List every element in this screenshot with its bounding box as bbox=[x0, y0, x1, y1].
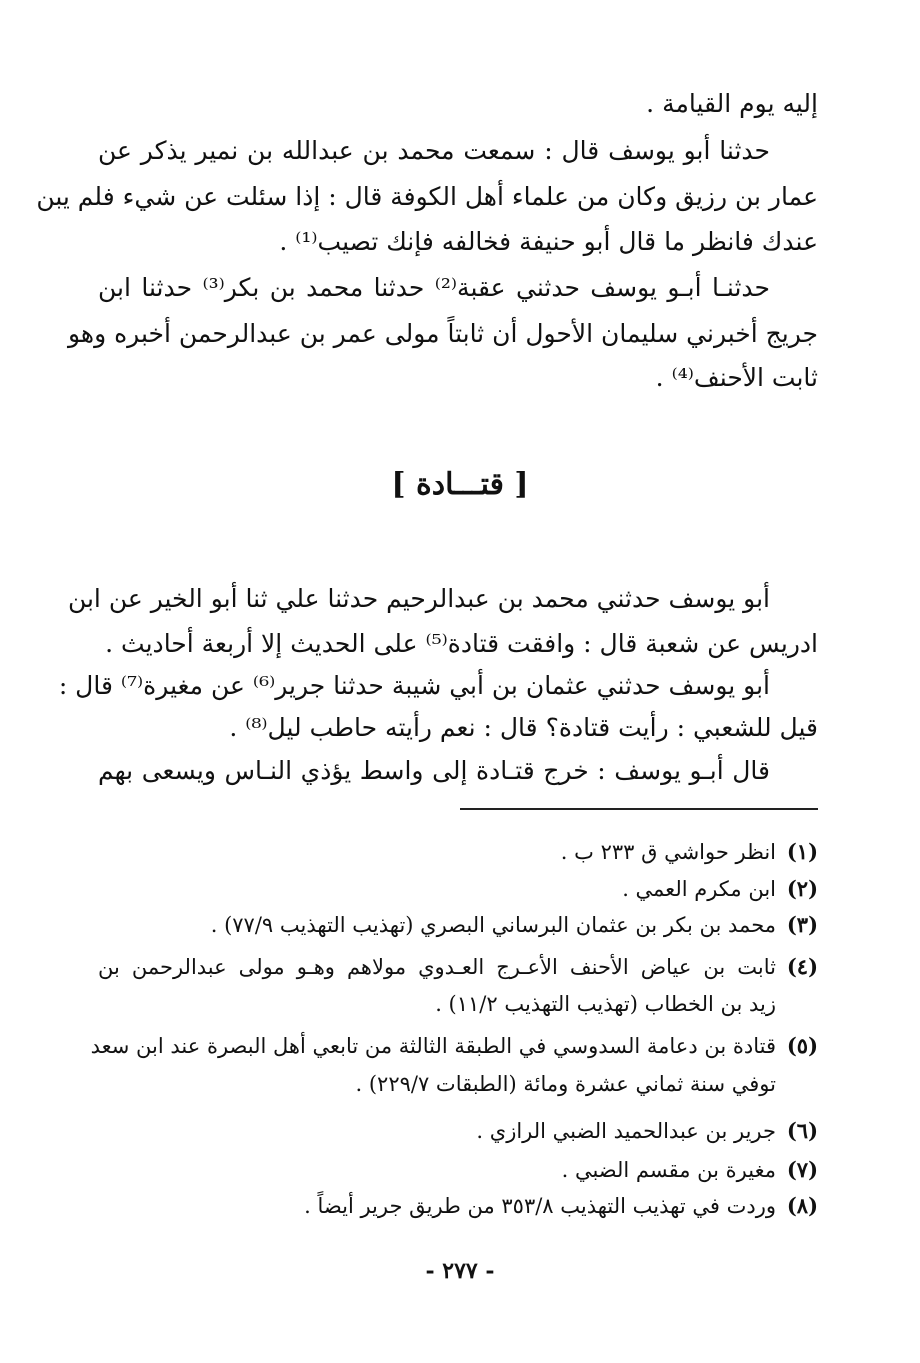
footnote-text: ابن مكرم العمي . bbox=[622, 877, 776, 901]
footnote-4-continuation bbox=[98, 986, 818, 1022]
body-line: جريج أخبرني سليمان الأحول أن ثابتاً مولى عمر بن عبدالرحمن أخبره وهو bbox=[67, 319, 818, 348]
footnote-8 bbox=[98, 1188, 818, 1224]
footnote-2 bbox=[98, 871, 818, 907]
footnote-text: محمد بن بكر بن عثمان البرساني البصري (تهذيب التهذيب ٧٧/٩) . bbox=[210, 913, 776, 937]
footnote-number: (٨) bbox=[786, 1193, 818, 1218]
footnote-3 bbox=[98, 907, 818, 943]
body-line: حدثنـا أبـو يوسف حدثني عقبة⁽²⁾ حدثنا محمد بن بكر⁽³⁾ حدثنا ابن bbox=[98, 273, 770, 302]
footnote-text: زيد بن الخطاب (تهذيب التهذيب ١١/٢) . bbox=[435, 992, 776, 1016]
footnote-4 bbox=[98, 949, 818, 985]
body-line: ثابت الأحنف⁽⁴⁾ . bbox=[655, 363, 818, 392]
footnote-number: (٦) bbox=[786, 1118, 818, 1143]
section-line: أبو يوسف حدثني محمد بن عبدالرحيم حدثنا علي ثنا أبو الخير عن ابن bbox=[67, 584, 770, 613]
section-heading: [ قتـــادة ] bbox=[391, 467, 529, 502]
footnote-text: مغيرة بن مقسم الضبي . bbox=[561, 1158, 776, 1182]
footnote-1 bbox=[98, 834, 818, 870]
footnote-number: (٣) bbox=[786, 912, 818, 937]
body-line: إليه يوم القيامة . bbox=[646, 89, 818, 118]
footnote-text: قتادة بن دعامة السدوسي في الطبقة الثالثة من تابعي أهل البصرة عند ابن سعد bbox=[90, 1034, 776, 1058]
footnote-number: (٢) bbox=[786, 876, 818, 901]
footnote-number: (٥) bbox=[786, 1033, 818, 1058]
footnote-5-continuation bbox=[98, 1066, 818, 1102]
footnote-text: توفي سنة ثماني عشرة ومائة (الطبقات ٢٢٩/٧) . bbox=[355, 1072, 776, 1096]
section-line: أبو يوسف حدثني عثمان بن أبي شيبة حدثنا جرير⁽⁶⁾ عن مغيرة⁽⁷⁾ قال : bbox=[58, 671, 770, 700]
footnote-text: وردت في تهذيب التهذيب ٣٥٣/٨ من طريق جرير أيضاً . bbox=[304, 1194, 776, 1218]
footnote-number: (٧) bbox=[786, 1157, 818, 1182]
footnote-6 bbox=[98, 1113, 818, 1149]
footnote-number: (٤) bbox=[786, 954, 818, 979]
footnote-5 bbox=[90, 1028, 818, 1064]
page-number: - ٢٧٧ - bbox=[425, 1258, 495, 1284]
footnote-separator bbox=[460, 808, 818, 810]
body-line: عمار بن رزيق وكان من علماء أهل الكوفة قال : إذا سئلت عن شيء فلم يبن bbox=[36, 182, 818, 211]
section-line: قيل للشعبي : رأيت قتادة؟ قال : نعم رأيته حاطب ليل⁽⁸⁾ . bbox=[229, 713, 818, 742]
footnote-number: (١) bbox=[786, 839, 818, 864]
footnote-text: جرير بن عبدالحميد الضبي الرازي . bbox=[476, 1119, 776, 1143]
section-line: ادريس عن شعبة قال : وافقت قتادة⁽⁵⁾ على الحديث إلا أربعة أحاديث . bbox=[105, 629, 818, 658]
footnote-text: انظر حواشي ق ٢٣٣ ب . bbox=[560, 840, 776, 864]
section-line: قال أبـو يوسف : خرج قتـادة إلى واسط يؤذي النـاس ويسعى بهم bbox=[98, 756, 770, 785]
body-line: حدثنا أبو يوسف قال : سمعت محمد بن عبدالله بن نمير يذكر عن bbox=[98, 136, 770, 165]
footnote-text: ثابت بن عياض الأحنف الأعـرج العـدوي مولاهم وهـو مولى عبدالرحمن بن bbox=[98, 955, 776, 979]
footnote-7 bbox=[98, 1152, 818, 1188]
body-line: عندك فانظر ما قال أبو حنيفة فخالفه فإنك تصيب⁽¹⁾ . bbox=[279, 227, 818, 256]
